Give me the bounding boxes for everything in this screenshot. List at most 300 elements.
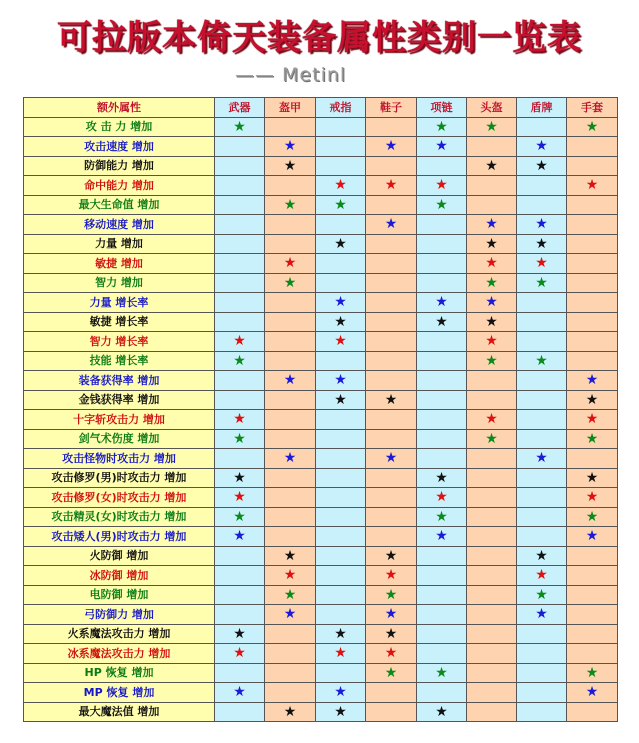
slot-cell [316, 156, 366, 176]
attribute-name: 攻击怪物时攻击力 增加 [24, 449, 215, 469]
slot-cell [467, 137, 517, 157]
table-row [24, 702, 618, 722]
slot-cell [567, 410, 618, 430]
slot-cell [517, 624, 567, 644]
star-icon: ★ [585, 664, 599, 681]
slot-cell [567, 234, 618, 254]
star-icon: ★ [435, 664, 448, 681]
slot-cell [517, 546, 567, 566]
star-icon: ★ [384, 138, 398, 155]
slot-cell [467, 683, 517, 703]
slot-cell [316, 254, 366, 274]
star-icon: ★ [384, 625, 398, 642]
slot-cell [265, 566, 316, 586]
star-icon: ★ [585, 372, 599, 389]
star-icon: ★ [485, 294, 498, 311]
slot-cell [265, 429, 316, 449]
star-icon: ★ [535, 352, 548, 369]
slot-cell [417, 546, 467, 566]
table-row [24, 390, 618, 410]
slot-cell [366, 449, 417, 469]
star-icon: ★ [435, 138, 448, 155]
slot-cell [316, 449, 366, 469]
slot-cell [215, 585, 265, 605]
slot-cell [417, 663, 467, 683]
star-icon: ★ [535, 547, 548, 564]
slot-cell [467, 273, 517, 293]
table-row [24, 351, 618, 371]
star-icon: ★ [535, 450, 548, 467]
attribute-name: 智力 增长率 [24, 332, 215, 352]
slot-cell [366, 176, 417, 196]
slot-cell [417, 683, 467, 703]
attribute-name: 电防御 增加 [24, 585, 215, 605]
slot-cell [316, 605, 366, 625]
slot-cell [567, 332, 618, 352]
attribute-table [23, 97, 618, 722]
slot-cell [517, 605, 567, 625]
slot-cell [517, 312, 567, 332]
slot-cell [467, 156, 517, 176]
slot-cell [517, 507, 567, 527]
table-row [24, 410, 618, 430]
star-icon: ★ [233, 333, 246, 350]
star-icon: ★ [435, 313, 448, 330]
slot-cell [265, 156, 316, 176]
star-icon: ★ [283, 606, 297, 623]
slot-cell [265, 390, 316, 410]
column-header-slot: 项链 [417, 98, 467, 118]
table-row [24, 273, 618, 293]
slot-cell [366, 429, 417, 449]
slot-cell [215, 156, 265, 176]
slot-cell [467, 624, 517, 644]
star-icon: ★ [535, 255, 548, 272]
slot-cell [517, 234, 567, 254]
slot-cell [567, 351, 618, 371]
table-row [24, 546, 618, 566]
slot-cell [417, 488, 467, 508]
star-icon: ★ [485, 118, 498, 135]
slot-cell [366, 468, 417, 488]
slot-cell [417, 566, 467, 586]
slot-cell [417, 195, 467, 215]
slot-cell [265, 351, 316, 371]
slot-cell [215, 527, 265, 547]
slot-cell [215, 507, 265, 527]
slot-cell [366, 234, 417, 254]
slot-cell [567, 624, 618, 644]
slot-cell [215, 468, 265, 488]
slot-cell [517, 702, 567, 722]
star-icon: ★ [384, 567, 398, 584]
attribute-name: 力量 增长率 [24, 293, 215, 313]
slot-cell [215, 449, 265, 469]
slot-cell [517, 410, 567, 430]
star-icon: ★ [233, 352, 246, 369]
star-icon: ★ [435, 196, 448, 213]
star-icon: ★ [233, 645, 246, 662]
star-icon: ★ [283, 255, 297, 272]
slot-cell [417, 527, 467, 547]
slot-cell [467, 254, 517, 274]
slot-cell [417, 507, 467, 527]
slot-cell [265, 605, 316, 625]
slot-cell [366, 683, 417, 703]
slot-cell [265, 683, 316, 703]
slot-cell [215, 351, 265, 371]
star-icon: ★ [334, 372, 347, 389]
attribute-name: 移动速度 增加 [24, 215, 215, 235]
slot-cell [567, 507, 618, 527]
star-icon: ★ [535, 586, 548, 603]
slot-cell [215, 215, 265, 235]
slot-cell [467, 585, 517, 605]
slot-cell [567, 585, 618, 605]
slot-cell [215, 702, 265, 722]
attribute-name: 攻击速度 增加 [24, 137, 215, 157]
star-icon: ★ [535, 274, 548, 291]
slot-cell [567, 176, 618, 196]
slot-cell [366, 663, 417, 683]
star-icon: ★ [283, 547, 297, 564]
slot-cell [567, 488, 618, 508]
slot-cell [417, 449, 467, 469]
table-row [24, 312, 618, 332]
star-icon: ★ [585, 469, 599, 486]
column-header-slot: 武器 [215, 98, 265, 118]
slot-cell [567, 117, 618, 137]
slot-cell [265, 137, 316, 157]
slot-cell [567, 195, 618, 215]
slot-cell [265, 410, 316, 430]
slot-cell [517, 137, 567, 157]
slot-cell [265, 507, 316, 527]
slot-cell [417, 273, 467, 293]
star-icon: ★ [485, 157, 498, 174]
slot-cell [215, 546, 265, 566]
slot-cell [467, 507, 517, 527]
slot-cell [517, 644, 567, 664]
star-icon: ★ [585, 411, 599, 428]
slot-cell [366, 410, 417, 430]
star-icon: ★ [334, 294, 347, 311]
star-icon: ★ [435, 177, 448, 194]
slot-cell [265, 254, 316, 274]
slot-cell [467, 371, 517, 391]
star-icon: ★ [334, 703, 347, 720]
slot-cell [366, 546, 417, 566]
slot-cell [417, 429, 467, 449]
slot-cell [316, 293, 366, 313]
slot-cell [316, 390, 366, 410]
slot-cell [366, 585, 417, 605]
slot-cell [215, 390, 265, 410]
slot-cell [316, 488, 366, 508]
slot-cell [316, 527, 366, 547]
star-icon: ★ [485, 235, 498, 252]
slot-cell [215, 312, 265, 332]
attribute-name: 力量 增加 [24, 234, 215, 254]
star-icon: ★ [435, 469, 448, 486]
table-row [24, 254, 618, 274]
slot-cell [517, 683, 567, 703]
star-icon: ★ [585, 489, 599, 506]
attribute-name: 技能 增长率 [24, 351, 215, 371]
slot-cell [467, 234, 517, 254]
slot-cell [316, 566, 366, 586]
star-icon: ★ [435, 508, 448, 525]
slot-cell [467, 390, 517, 410]
slot-cell [316, 117, 366, 137]
star-icon: ★ [485, 430, 498, 447]
slot-cell [215, 293, 265, 313]
slot-cell [417, 644, 467, 664]
table-body [24, 98, 618, 722]
star-icon: ★ [535, 567, 548, 584]
star-icon: ★ [485, 313, 498, 330]
slot-cell [366, 293, 417, 313]
star-icon: ★ [485, 411, 498, 428]
table-row [24, 293, 618, 313]
slot-cell [265, 488, 316, 508]
slot-cell [366, 644, 417, 664]
star-icon: ★ [384, 177, 398, 194]
slot-cell [567, 156, 618, 176]
slot-cell [366, 507, 417, 527]
slot-cell [265, 527, 316, 547]
slot-cell [517, 293, 567, 313]
slot-cell [467, 429, 517, 449]
slot-cell [215, 410, 265, 430]
attribute-name: 攻击矮人(男)时攻击力 增加 [24, 527, 215, 547]
slot-cell [467, 566, 517, 586]
slot-cell [517, 449, 567, 469]
attribute-name: 攻 击 力 增加 [24, 117, 215, 137]
column-header-slot: 戒指 [316, 98, 366, 118]
star-icon: ★ [283, 567, 297, 584]
star-icon: ★ [585, 684, 599, 701]
slot-cell [316, 351, 366, 371]
attribute-name: 最大魔法值 增加 [24, 702, 215, 722]
slot-cell [366, 117, 417, 137]
slot-cell [366, 195, 417, 215]
slot-cell [265, 371, 316, 391]
attribute-name: 攻击精灵(女)时攻击力 增加 [24, 507, 215, 527]
slot-cell [467, 488, 517, 508]
star-icon: ★ [233, 625, 246, 642]
slot-cell [567, 273, 618, 293]
table-header-row [24, 98, 618, 118]
slot-cell [467, 702, 517, 722]
attribute-name: 防御能力 增加 [24, 156, 215, 176]
star-icon: ★ [435, 703, 448, 720]
slot-cell [366, 215, 417, 235]
slot-cell [265, 624, 316, 644]
slot-cell [366, 390, 417, 410]
star-icon: ★ [435, 489, 448, 506]
slot-cell [366, 254, 417, 274]
slot-cell [265, 195, 316, 215]
star-icon: ★ [384, 216, 398, 233]
attribute-name: 攻击修罗(男)时攻击力 增加 [24, 468, 215, 488]
slot-cell [215, 176, 265, 196]
slot-cell [215, 234, 265, 254]
slot-cell [467, 332, 517, 352]
table-row [24, 605, 618, 625]
slot-cell [517, 390, 567, 410]
slot-cell [316, 371, 366, 391]
star-icon: ★ [233, 508, 246, 525]
slot-cell [467, 215, 517, 235]
slot-cell [417, 585, 467, 605]
slot-cell [567, 702, 618, 722]
slot-cell [467, 312, 517, 332]
slot-cell [215, 195, 265, 215]
slot-cell [366, 156, 417, 176]
slot-cell [467, 605, 517, 625]
table-row [24, 137, 618, 157]
slot-cell [517, 663, 567, 683]
slot-cell [567, 312, 618, 332]
star-icon: ★ [435, 528, 448, 545]
slot-cell [467, 546, 517, 566]
slot-cell [517, 215, 567, 235]
slot-cell [467, 468, 517, 488]
slot-cell [215, 273, 265, 293]
slot-cell [316, 429, 366, 449]
table-row [24, 507, 618, 527]
slot-cell [215, 429, 265, 449]
slot-cell [567, 546, 618, 566]
star-icon: ★ [233, 411, 246, 428]
column-header-slot: 手套 [567, 98, 618, 118]
star-icon: ★ [334, 333, 347, 350]
slot-cell [417, 234, 467, 254]
column-header-slot: 头盔 [467, 98, 517, 118]
attribute-name: 最大生命值 增加 [24, 195, 215, 215]
table-row [24, 195, 618, 215]
slot-cell [567, 605, 618, 625]
slot-cell [417, 605, 467, 625]
slot-cell [316, 215, 366, 235]
star-icon: ★ [233, 118, 246, 135]
slot-cell [517, 156, 567, 176]
slot-cell [366, 527, 417, 547]
slot-cell [316, 137, 366, 157]
slot-cell [567, 566, 618, 586]
slot-cell [517, 195, 567, 215]
table-row [24, 429, 618, 449]
star-icon: ★ [535, 157, 548, 174]
column-header-slot: 鞋子 [366, 98, 417, 118]
slot-cell [366, 624, 417, 644]
slot-cell [265, 449, 316, 469]
slot-cell [567, 254, 618, 274]
star-icon: ★ [233, 430, 246, 447]
table-row [24, 644, 618, 664]
slot-cell [467, 351, 517, 371]
slot-cell [366, 566, 417, 586]
slot-cell [567, 293, 618, 313]
slot-cell [517, 585, 567, 605]
star-icon: ★ [485, 216, 498, 233]
star-icon: ★ [485, 274, 498, 291]
star-icon: ★ [585, 177, 599, 194]
slot-cell [265, 644, 316, 664]
slot-cell [366, 332, 417, 352]
slot-cell [316, 702, 366, 722]
star-icon: ★ [585, 391, 599, 408]
slot-cell [567, 137, 618, 157]
slot-cell [567, 644, 618, 664]
attribute-name: 金钱获得率 增加 [24, 390, 215, 410]
star-icon: ★ [384, 450, 398, 467]
slot-cell [265, 117, 316, 137]
slot-cell [316, 176, 366, 196]
slot-cell [467, 195, 517, 215]
slot-cell [215, 332, 265, 352]
star-icon: ★ [535, 216, 548, 233]
table-row [24, 332, 618, 352]
slot-cell [567, 449, 618, 469]
star-icon: ★ [384, 547, 398, 564]
slot-cell [417, 351, 467, 371]
slot-cell [316, 585, 366, 605]
slot-cell [417, 702, 467, 722]
slot-cell [517, 566, 567, 586]
star-icon: ★ [334, 177, 347, 194]
slot-cell [567, 371, 618, 391]
attribute-name: 弓防御力 增加 [24, 605, 215, 625]
star-icon: ★ [283, 274, 297, 291]
star-icon: ★ [233, 469, 246, 486]
slot-cell [316, 410, 366, 430]
star-icon: ★ [435, 118, 448, 135]
star-icon: ★ [384, 664, 398, 681]
slot-cell [467, 176, 517, 196]
star-icon: ★ [384, 606, 398, 623]
table-row [24, 468, 618, 488]
table-row [24, 566, 618, 586]
slot-cell [265, 468, 316, 488]
table-row [24, 176, 618, 196]
star-icon: ★ [334, 313, 347, 330]
star-icon: ★ [485, 255, 498, 272]
slot-cell [467, 117, 517, 137]
slot-cell [215, 683, 265, 703]
slot-cell [316, 195, 366, 215]
slot-cell [417, 390, 467, 410]
slot-cell [417, 156, 467, 176]
slot-cell [567, 663, 618, 683]
star-icon: ★ [283, 138, 297, 155]
slot-cell [265, 332, 316, 352]
slot-cell [215, 566, 265, 586]
star-icon: ★ [334, 684, 347, 701]
table-row [24, 624, 618, 644]
slot-cell [517, 429, 567, 449]
slot-cell [215, 137, 265, 157]
slot-cell [316, 468, 366, 488]
star-icon: ★ [535, 138, 548, 155]
slot-cell [215, 644, 265, 664]
attribute-name: 十字斩攻击力 增加 [24, 410, 215, 430]
attribute-name: 火防御 增加 [24, 546, 215, 566]
slot-cell [567, 468, 618, 488]
star-icon: ★ [585, 508, 599, 525]
slot-cell [265, 702, 316, 722]
